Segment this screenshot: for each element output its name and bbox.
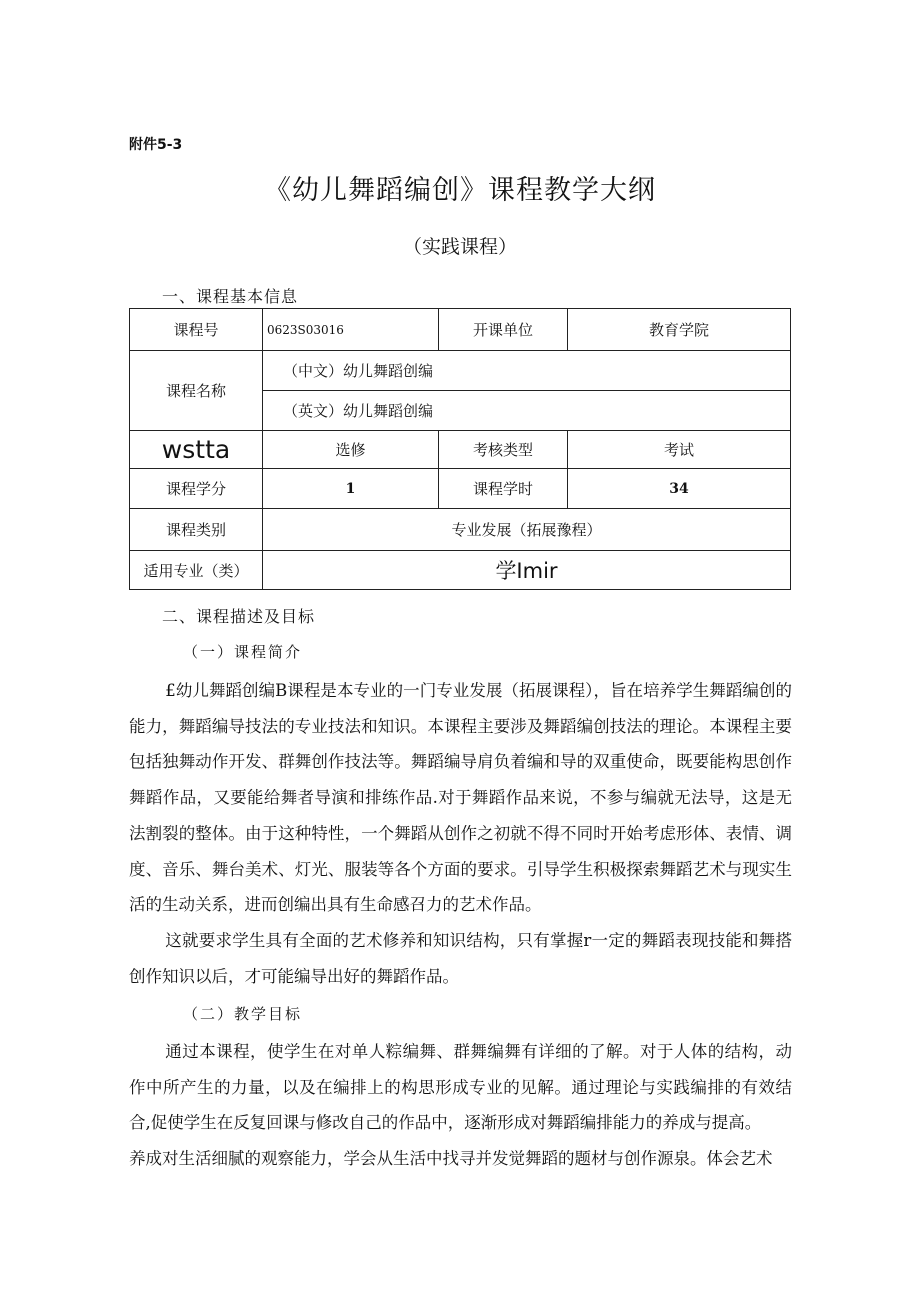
section-heading-basic-info: 一、课程基本信息 <box>162 287 299 306</box>
document-subtitle: （实践课程） <box>402 236 517 258</box>
table-row <box>130 431 791 469</box>
dept-label: 开课单位 <box>439 309 568 351</box>
course-info-table <box>129 308 791 590</box>
hours-label: 课程学时 <box>439 469 568 509</box>
table-row <box>130 351 791 391</box>
credit-value: 1 <box>263 469 439 509</box>
hours-value: 34 <box>568 469 791 509</box>
major-value: 学Imir <box>263 551 791 590</box>
goals-paragraph: 通过本课程，使学生在对单人粽编舞、群舞编舞有详细的了解。对于人体的结构，动作中所产生的力量，以及在编排上的构思形成专业的见解。通过理论与实践编排的有效结合,促使学生在反复回课与修改自己的作品中，逐渐形成对舞蹈编排能力的养成与提高。 <box>129 1042 792 1133</box>
course-no-label: 课程号 <box>130 309 263 351</box>
course-name-label: 课程名称 <box>130 351 263 431</box>
intro-paragraph: £幼儿舞蹈创编B课程是本专业的一门专业发展（拓展课程），旨在培养学生舞蹈编创的能力，舞蹈编导技法的专业技法和知识。本课程主要涉及舞蹈编创技法的理论。本课程主要包括独舞动作开发、群舞创作技法等。舞蹈编导肩负着编和导的双重使命，既要能构思创作舞蹈作品，又要能给舞者导演和排练作品.对于舞蹈作品来说，不参与编就无法导，这是无法割裂的整体。由于这种特性，一个舞蹈从创作之初就不得不同时开始考虑形体、表情、调度、音乐、舞台美术、灯光、服装等各个方面的要求。引导学生积极探索舞蹈艺术与现实生活的生动关系，进而创编出具有生命感召力的艺术作品。 <box>129 681 792 915</box>
major-label: 适用专业（类） <box>130 551 263 590</box>
subheading-intro: （一）课程简介 <box>183 643 303 661</box>
course-nature-value: 选修 <box>263 431 439 469</box>
course-nature-label: wstta <box>130 431 263 469</box>
dept-value: 教育学院 <box>568 309 791 351</box>
goals-paragraph-2: 养成对生活细腻的观察能力，学会从生活中找寻并发觉舞蹈的题材与创作源泉。体会艺术 <box>129 1149 773 1168</box>
subheading-goals: （二）教学目标 <box>183 1005 303 1023</box>
document-title: 《幼儿舞蹈编创》课程教学大纲 <box>264 175 656 206</box>
category-label: 课程类别 <box>130 509 263 551</box>
section-heading-description: 二、课程描述及目标 <box>162 607 316 626</box>
intro-paragraph-2: 这就要求学生具有全面的艺术修养和知识结构，只有掌握r一定的舞蹈表现技能和舞搭创作知识以后，才可能编导出好的舞蹈作品。 <box>129 931 792 986</box>
attachment-label: 附件5-3 <box>129 137 183 153</box>
table-row <box>130 469 791 509</box>
table-row <box>130 551 791 590</box>
course-name-cn: （中文）幼儿舞蹈创编 <box>263 351 791 391</box>
table-row <box>130 509 791 551</box>
course-no-value: 0623S03016 <box>263 309 439 351</box>
assess-value: 考试 <box>568 431 791 469</box>
credit-label: 课程学分 <box>130 469 263 509</box>
table-row <box>130 309 791 351</box>
category-value: 专业发展（拓展豫程） <box>263 509 791 551</box>
assess-label: 考核类型 <box>439 431 568 469</box>
course-name-en: （英文）幼儿舞蹈创编 <box>263 391 791 431</box>
